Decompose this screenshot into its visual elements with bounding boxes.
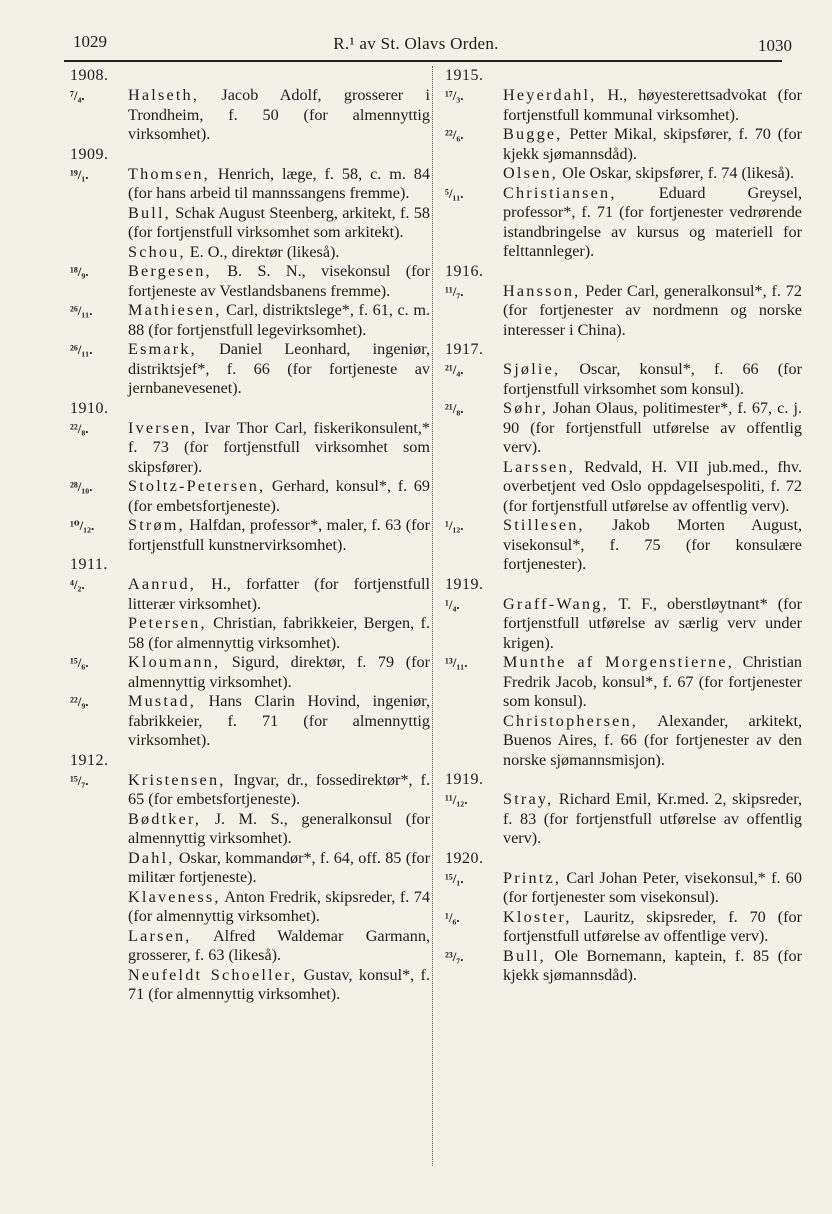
entry-text: Carl, distriktslege*, f. 61, c. m. 88 (for fortjenstfull legevirksomhet). <box>128 301 430 339</box>
page-number-right: 1030 <box>758 36 792 55</box>
entry-date: ¹¹/₇. <box>445 283 464 299</box>
list-item <box>70 692 430 751</box>
entry-text: Oscar, konsul*, f. 66 (for fortjenstfull virksomhet som konsul). <box>503 360 802 398</box>
entry-name: Stray, <box>503 790 554 808</box>
entry-text: Gustav, konsul*, f. 71 (for almennyttig virksomhet). <box>128 965 430 1003</box>
list-item <box>70 927 430 966</box>
entry-date: ²²/₈. <box>70 420 89 436</box>
entry-date: ¹/₆. <box>445 909 460 925</box>
entry-date: ²¹/₈. <box>445 401 464 416</box>
entry-date: ²⁸/₁₀. <box>70 479 93 494</box>
entry-text: B. S. N., visekonsul (for fortjeneste av Vestlandsbanens fremme). <box>128 262 430 300</box>
entry-date: ¹⁷/₃. <box>445 88 464 103</box>
entry-name: Graff-Wang, <box>503 594 609 613</box>
entry-text: Redvald, H. VII jub.med., fhv. overbetjent ved Oslo oppdagelsespoliti, f. 72 (for fortjenstfull utførelse av offentlig verv). <box>503 457 802 515</box>
year-heading: 1908. <box>70 67 109 84</box>
list-item <box>70 204 430 243</box>
entry-date: ²³/₇. <box>445 948 464 964</box>
entry-text: Christian, fabrikkeier, Bergen, f. 58 (for almennyttig virksomhet). <box>128 614 430 652</box>
entry-date: ¹⁰/₁₂. <box>70 518 95 533</box>
entry-text: Richard Emil, Kr.med. 2, skipsreder, f. 83 (for fortjenstfull utførelse av offentlig verv). <box>503 790 802 847</box>
year-heading: 1919. <box>445 771 484 788</box>
entry-name: Hansson, <box>503 281 581 300</box>
entry-text: Lauritz, skipsreder, f. 70 (for fortjenstfull utførelse av offentlige verv). <box>503 907 802 945</box>
list-item <box>445 164 802 184</box>
year-heading: 1920. <box>445 849 484 867</box>
year-heading: 1916. <box>445 262 484 280</box>
list-item <box>70 771 430 810</box>
entry-name: Larsen, <box>128 926 192 945</box>
entry-name: Olsen, <box>503 164 559 182</box>
entry-name: Schou, <box>128 242 186 261</box>
entry-name: Printz, <box>503 868 562 887</box>
list-item <box>445 869 802 908</box>
entry-text: Peder Carl, generalkonsul*, f. 72 (for fortjenester av nordmenn og norske interesser i China). <box>503 281 802 339</box>
entry-text: Christian Fredrik Jacob, konsul*, f. 67 (for fortjenester som konsul). <box>503 653 802 710</box>
list-item <box>70 340 430 399</box>
list-item <box>445 86 802 125</box>
entry-text: Gerhard, konsul*, f. 69 (for embetsfortjeneste). <box>128 477 430 515</box>
entry-date: ¹³/₁₁. <box>445 655 468 670</box>
entry-name: Kristensen, <box>128 770 226 789</box>
entry-text: Jacob Adolf, grosserer i Trondheim, f. 50 (for almennyttig virksomhet). <box>128 86 430 143</box>
entry-text: Anton Fredrik, skipsreder, f. 74 (for almennyttig virksomhet). <box>128 887 430 925</box>
year-heading: 1912. <box>70 751 109 769</box>
running-title: R.¹ av St. Olavs Orden. <box>333 34 499 53</box>
entry-name: Neufeldt Schoeller, <box>128 965 298 984</box>
list-item <box>70 419 430 478</box>
entry-text: H., forfatter (for fortjenstfull litterær virksomhet). <box>128 575 430 613</box>
list-item <box>70 165 430 204</box>
entry-name: Strøm, <box>128 516 185 534</box>
entry-name: Christiansen, <box>503 183 617 202</box>
list-item <box>445 399 802 458</box>
list-item <box>445 282 802 341</box>
entry-name: Munthe af Morgenstierne, <box>503 653 735 671</box>
entry-name: Iversen, <box>128 418 198 437</box>
list-item <box>445 908 802 947</box>
header-rule <box>64 60 782 62</box>
entry-text: Jakob Morten August, visekonsul*, f. 75 (for konsulære fortjenester). <box>503 516 802 573</box>
entry-date: ¹⁸/₉. <box>70 264 89 279</box>
entry-date: ¹⁵/₁. <box>445 870 464 886</box>
left-column <box>70 66 430 1005</box>
list-item <box>445 712 802 771</box>
entry-date: ²²/₉. <box>70 694 89 709</box>
list-item <box>445 516 802 575</box>
entry-date: ¹/₄. <box>445 596 460 612</box>
entry-text: Halfdan, professor*, maler, f. 63 (for fortjenstfull kunstnervirksomhet). <box>128 516 430 554</box>
list-item <box>70 301 430 340</box>
entry-date: ⁴/₂. <box>70 577 85 592</box>
entry-text: Alexander, arkitekt, Buenos Aires, f. 66 (for fortjenester av den norske sjømannsmisjon). <box>503 711 802 769</box>
entry-text: Petter Mikal, skipsfører, f. 70 (for kjekk sjømannsdåd). <box>503 125 802 163</box>
list-item <box>70 966 430 1005</box>
right-column <box>445 66 802 986</box>
entry-text: Carl Johan Peter, visekonsul,* f. 60 (for fortjenester som visekonsul). <box>503 868 802 906</box>
list-item <box>445 947 802 986</box>
entry-name: Mustad, <box>128 692 197 710</box>
list-item <box>445 458 802 517</box>
entry-date: ¹⁹/₁. <box>70 166 89 182</box>
entry-text: Henrich, læge, f. 58, c. m. 84 (for hans arbeid til mannssangens fremme). <box>128 164 430 202</box>
entry-date: ¹/₁₂. <box>445 518 464 533</box>
entry-text: Eduard Greysel, professor*, f. 71 (for fortjenester vedrørende istandbringelse av kursus og materiell for felttannleger). <box>503 183 802 260</box>
entry-text: J. M. S., generalkonsul (for almennyttig virksomhet). <box>128 809 430 847</box>
list-item <box>70 653 430 692</box>
entry-name: Christophersen, <box>503 711 639 730</box>
entry-text: Ingvar, dr., fossedirektør*, f. 65 (for embetsfortjeneste). <box>128 770 430 808</box>
entry-name: Sjølie, <box>503 360 561 378</box>
list-item <box>445 125 802 164</box>
list-item <box>445 595 802 654</box>
list-item <box>445 184 802 262</box>
list-item <box>70 849 430 888</box>
entry-name: Dahl, <box>128 848 175 867</box>
entry-text: Ole Bornemann, kaptein, f. 85 (for kjekk sjømannsdåd). <box>503 946 802 984</box>
list-item <box>445 360 802 399</box>
entry-name: Bergesen, <box>128 262 212 280</box>
column-divider <box>432 66 434 1166</box>
entry-name: Larssen, <box>503 457 575 476</box>
entry-date: ²⁶/₁₁. <box>70 342 93 357</box>
entry-name: Søhr, <box>503 399 548 417</box>
entry-text: T. F., oberstløytnant* (for fortjenstfull utførelse av særlig verv under krigen). <box>503 594 802 652</box>
entry-name: Bødtker, <box>128 809 202 828</box>
list-item <box>70 86 430 145</box>
list-item <box>70 575 430 614</box>
entry-name: Bull, <box>128 203 171 222</box>
list-item <box>445 790 802 849</box>
entry-name: Aanrud, <box>128 575 196 593</box>
entry-name: Heyerdahl, <box>503 86 597 104</box>
entry-date: ¹¹/₁₂. <box>445 792 468 807</box>
entry-name: Thomsen, <box>128 164 210 183</box>
year-heading: 1917. <box>445 341 484 358</box>
entry-text: Hans Clarin Hovind, ingeniør, fabrikkeier, f. 71 (for almennyttig virksomhet). <box>128 692 430 749</box>
entry-text: Daniel Leonhard, ingeniør, distriktsjef*, f. 66 (for fortjeneste av jernbanevesenet). <box>128 340 430 397</box>
list-item <box>70 614 430 653</box>
entry-date: ¹⁵/₆. <box>70 655 89 670</box>
entry-date: ²⁶/₁₁. <box>70 303 93 318</box>
entry-date: ²¹/₄. <box>445 362 464 377</box>
list-item <box>70 888 430 927</box>
entry-text: Sigurd, direktør, f. 79 (for almennyttig virksomhet). <box>128 653 430 691</box>
year-heading: 1911. <box>70 556 108 573</box>
entry-text: Ivar Thor Carl, fiskerikonsulent,* f. 73 (for fortjenstfull virksomhet som skipsfører). <box>128 418 430 476</box>
entry-text: H., høyesterettsadvokat (for fortjenstfull kommunal virksomhet). <box>503 86 802 124</box>
entry-date: ⁵/₁₁. <box>445 185 464 201</box>
entry-name: Halseth, <box>128 86 200 104</box>
entry-date: ¹⁵/₇. <box>70 772 89 788</box>
entry-name: Petersen, <box>128 614 207 632</box>
year-heading: 1919. <box>445 575 484 593</box>
list-item <box>70 810 430 849</box>
year-heading: 1910. <box>70 399 109 417</box>
entry-name: Mathiesen, <box>128 301 222 319</box>
list-item <box>70 243 430 263</box>
entry-name: Kloumann, <box>128 653 221 671</box>
entry-name: Bull, <box>503 946 546 965</box>
entry-name: Stillesen, <box>503 516 585 534</box>
year-heading: 1909. <box>70 145 109 163</box>
list-item <box>445 653 802 712</box>
entry-name: Bugge, <box>503 125 563 143</box>
entry-name: Klaveness, <box>128 887 221 906</box>
entry-text: Johan Olaus, politimester*, f. 67, c. j. 90 (for fortjenstfull utførelse av offentlig verv). <box>503 399 802 456</box>
entry-text: Schak August Steenberg, arkitekt, f. 58 (for fortjenstfull virksomhet som arkitekt). <box>128 203 430 241</box>
list-item <box>70 516 430 555</box>
entry-text: Ole Oskar, skipsfører, f. 74 (likeså). <box>558 164 795 182</box>
entry-date: ²²/₆. <box>445 127 464 142</box>
entry-text: Oskar, kommandør*, f. 64, off. 85 (for militær fortjeneste). <box>128 848 430 886</box>
entry-text: Alfred Waldemar Garmann, grosserer, f. 63 (likeså). <box>128 926 430 964</box>
entry-text: E. O., direktør (likeså). <box>185 242 340 261</box>
list-item <box>70 262 430 301</box>
page-number-left: 1029 <box>73 32 107 51</box>
list-item <box>70 477 430 516</box>
entry-name: Kloster, <box>503 907 572 926</box>
entry-name: Stoltz-Petersen, <box>128 477 266 495</box>
entry-name: Esmark, <box>128 340 197 358</box>
page-header <box>0 30 832 60</box>
entry-date: ⁷/₄. <box>70 88 85 103</box>
year-heading: 1915. <box>445 67 484 84</box>
